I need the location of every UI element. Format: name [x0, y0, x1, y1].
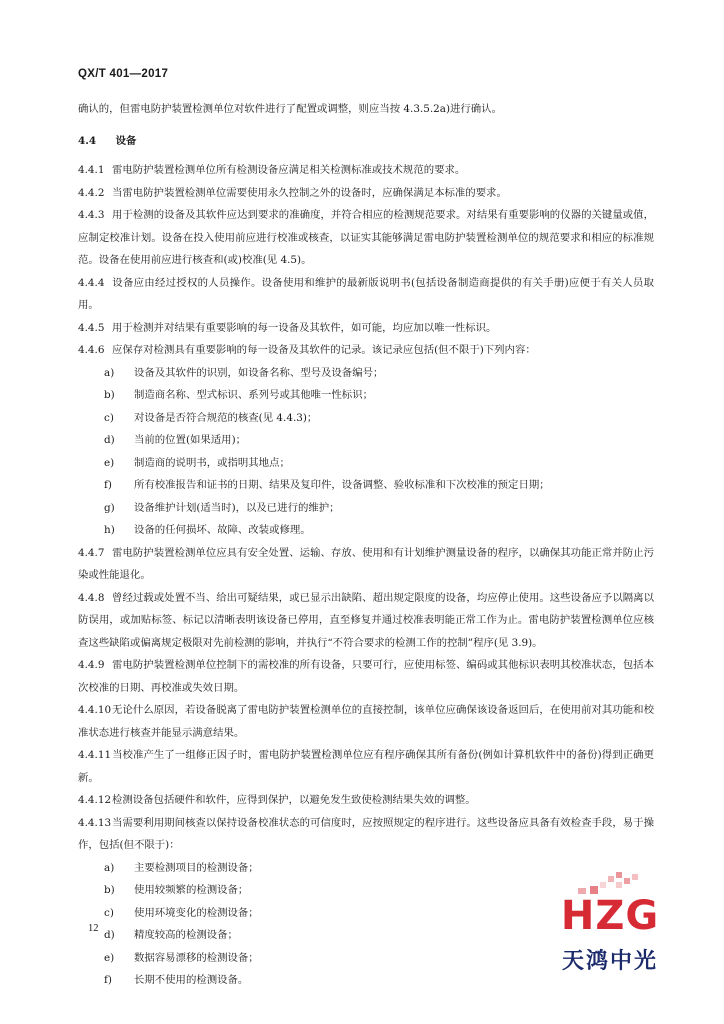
clause-text: 应保存对检测具有重要影响的每一设备及其软件的记录。该记录应包括(但不限于)下列内容： [112, 344, 536, 356]
list-item [104, 384, 654, 407]
clause-text: 雷电防护装置检测单位应具有安全处置、运输、存放、使用和有计划维护测量设备的程序，以确保其功能正常并防止污染或性能退化。 [78, 546, 654, 581]
clause-number: 4.4.9 [78, 659, 105, 671]
list-item-text: 数据容易漂移的检测设备； [134, 951, 259, 964]
list-item-label: c) [104, 906, 114, 919]
continuation-paragraph: 确认的，但雷电防护装置检测单位对软件进行了配置或调整，则应当按 4.3.5.2a)进行确认。 [78, 103, 502, 115]
clause-text: 无论什么原因，若设备脱离了雷电防护装置检测单位的直接控制，该单位应确保该设备返回后，在使用前对其功能和校准状态进行核查并能显示满意结果。 [78, 704, 654, 739]
clause-text: 设备应由经过授权的人员操作。设备使用和维护的最新版说明书(包括设备制造商提供的有关手册)应便于有关人员取用。 [78, 276, 654, 311]
clause [78, 339, 654, 362]
clause [78, 789, 654, 812]
clause-number: 4.4.6 [78, 344, 105, 356]
list-item-label: f) [104, 974, 112, 986]
clauses-group-a [78, 159, 654, 362]
clause-number: 4.4.10 [78, 704, 112, 716]
list-item [104, 497, 654, 520]
clause-number: 4.4.8 [78, 591, 105, 604]
clause [78, 159, 654, 182]
list-item [104, 519, 654, 542]
standard-code-header: QX/T 401—2017 [78, 68, 169, 80]
list-item-text: 制造商的说明书，或指明其地点； [134, 456, 290, 469]
list-item-label: b) [104, 389, 115, 401]
list-item-label: d) [104, 929, 115, 941]
clause-number: 4.4.7 [78, 546, 105, 559]
list-item-text: 设备及其软件的识别，如设备名称、型号及设备编号； [134, 366, 384, 379]
clause [78, 204, 654, 272]
clause-number: 4.4.11 [78, 749, 112, 761]
clause-text: 当雷电防护装置检测单位需要使用永久控制之外的设备时，应确保满足本标准的要求。 [112, 186, 507, 199]
clause-number: 4.4.13 [78, 816, 112, 829]
clause-number: 4.4.5 [78, 321, 105, 334]
list-item-label: d) [104, 434, 115, 446]
section-heading [78, 130, 654, 153]
clause-text: 曾经过载或处置不当、给出可疑结果，或已显示出缺陷、超出规定限度的设备，均应停止使用。这些设备应予以隔离以防误用，或加贴标签、标记以清晰表明该设备已停用，直至修复并通过校准表明能正常工作为止。雷电防护装置检测单位应核查这些缺陷或偏离规定极限对先前检测的影响，并执行“不符合要求的检测工作的控制”程序(见 3.9)。 [78, 591, 654, 649]
list-item-label: c) [104, 411, 114, 424]
clauses-group-b [78, 542, 654, 857]
list-item [104, 452, 654, 475]
list-item-text: 使用较频繁的检测设备； [134, 884, 249, 896]
clause [78, 699, 654, 744]
clause [78, 654, 654, 699]
clause [78, 587, 654, 655]
clause-text: 雷电防护装置检测单位控制下的需校准的所有设备，只要可行，应使用标签、编码或其他标识表明其校准状态，包括本次校准的日期、再校准或失效日期。 [78, 659, 654, 694]
clause-number: 4.4.2 [78, 186, 105, 199]
list-item [104, 474, 654, 497]
clause [78, 744, 654, 789]
record-items-list [78, 362, 654, 542]
logo-chinese-text: 天鸿中光 [561, 949, 658, 974]
list-item [104, 362, 654, 385]
list-item-label: b) [104, 884, 115, 896]
clause [78, 317, 654, 340]
list-item-label: g) [104, 501, 115, 514]
list-item [104, 407, 654, 430]
list-item-label: e) [104, 456, 115, 469]
section-title: 设备 [115, 134, 137, 147]
list-item-text: 使用环境变化的检测设备； [134, 906, 259, 919]
list-item-text: 长期不使用的检测设备。 [134, 974, 249, 986]
list-item-label: f) [104, 479, 112, 491]
clause-number: 4.4.1 [78, 164, 105, 176]
document-body [78, 98, 654, 992]
page-number: 12 [88, 923, 99, 934]
list-item-text: 对设备是否符合规范的核查(见 4.4.3)； [134, 411, 318, 424]
list-item-label: a) [104, 366, 115, 379]
section-number: 4.4 [78, 134, 97, 147]
clause [78, 272, 654, 317]
clause-number: 4.4.12 [78, 794, 112, 806]
list-item-text: 当前的位置(如果适用)； [134, 434, 247, 446]
clause [78, 542, 654, 587]
list-item-text: 精度较高的检测设备； [134, 929, 238, 941]
clause-text: 雷电防护装置检测单位所有检测设备应满足相关检测标准或技术规范的要求。 [112, 164, 466, 176]
clause-number: 4.4.4 [78, 276, 105, 289]
clause [78, 182, 654, 205]
list-item [104, 429, 654, 452]
clause-text: 用于检测的设备及其软件应达到要求的准确度，并符合相应的检测规范要求。对结果有重要影响的仪器的关键量或值，应制定校准计划。设备在投入使用前应进行校准或核查，以证实其能够满足雷电防护装置检测单位的规范要求和相应的标准规范。设备在使用前应进行核查和(或)校准(见 4.5)。 [78, 209, 654, 266]
clause [78, 812, 654, 857]
list-item-text: 主要检测项目的检测设备； [134, 861, 259, 874]
list-item-label: e) [104, 951, 115, 964]
clause-text: 用于检测并对结果有重要影响的每一设备及其软件，如可能，均应加以唯一性标识。 [112, 321, 497, 334]
clause-text: 当校准产生了一组修正因子时，雷电防护装置检测单位应有程序确保其所有备份(例如计算机软件中的备份)得到正确更新。 [78, 749, 654, 784]
clause-text: 检测设备包括硬件和软件，应得到保护，以避免发生致使检测结果失效的调整。 [112, 794, 476, 806]
list-item-text: 所有校准报告和证书的日期、结果及复印件，设备调整、验收标准和下次校准的预定日期； [134, 479, 550, 491]
list-item-text: 制造商名称、型式标识、系列号或其他唯一性标识； [134, 389, 373, 401]
list-item-text: 设备维护计划(适当时)，以及已进行的维护； [134, 501, 340, 514]
clause-number: 4.4.3 [78, 209, 105, 221]
logo-latin-text: HZG [560, 893, 660, 939]
list-item-label: h) [104, 524, 115, 536]
list-item-label: a) [104, 861, 115, 874]
list-item-text: 设备的任何损坏、故障、改装或修理。 [134, 524, 311, 536]
clause-text: 当需要利用期间核查以保持设备校准状态的可信度时，应按照规定的程序进行。这些设备应具备有效检查手段，易于操作，包括(但不限于)： [78, 816, 654, 851]
